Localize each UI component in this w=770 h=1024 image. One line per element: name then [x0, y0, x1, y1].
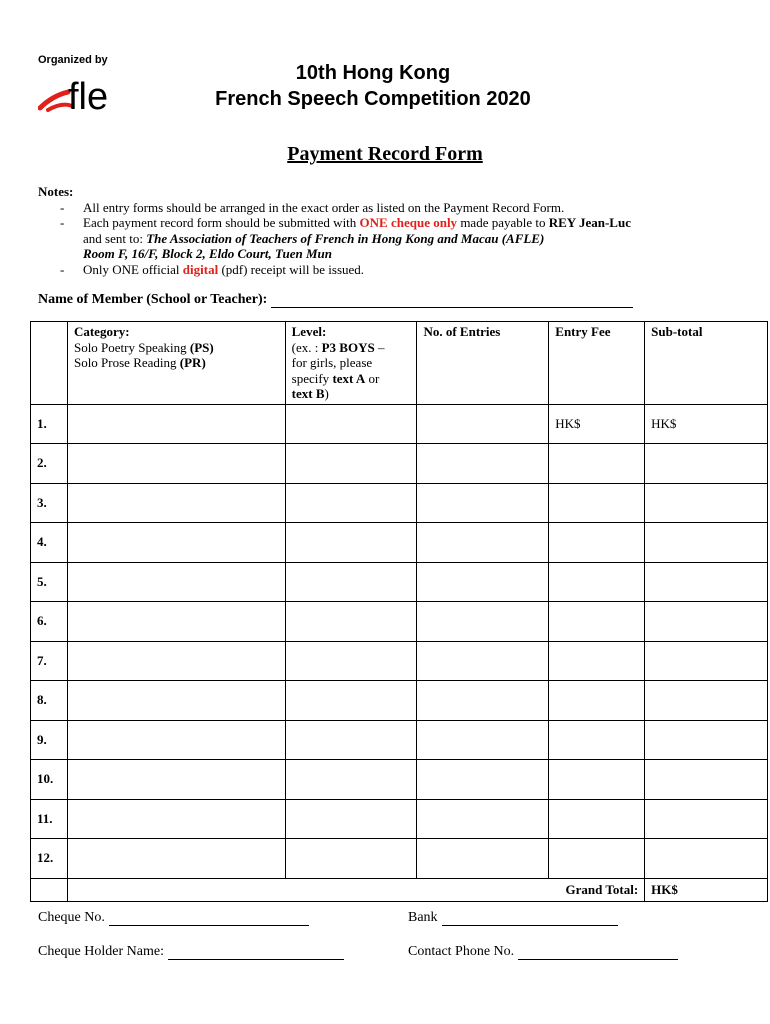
- note-2-text-b: made payable to: [457, 215, 549, 230]
- notes-label: Notes:: [38, 184, 74, 199]
- total-index-cell: [31, 878, 68, 901]
- row-number: 9.: [31, 720, 68, 760]
- subtotal-cell[interactable]: [645, 602, 768, 642]
- header-index-cell: [31, 322, 68, 405]
- note-item-2: - Each payment record form should be submitted with ONE cheque only made payable to REY Jean-Luc and sent to: The Association of Teachers of French in Hong Kong and Macau (AFLE) Room F, 16/F, Block 2, Eldo Court, Tuen Mun: [60, 215, 631, 261]
- subtotal-cell[interactable]: [645, 523, 768, 563]
- category-cell[interactable]: [67, 483, 285, 523]
- note-item-1: - All entry forms should be arranged in the exact order as listed on the Payment Record Form.: [60, 199, 565, 215]
- payment-table: [30, 321, 768, 902]
- entries-cell[interactable]: [417, 404, 549, 444]
- note-3-digital-highlight: digital: [182, 261, 219, 277]
- category-code-ps: (PS): [189, 339, 214, 355]
- row-number: 2.: [31, 444, 68, 484]
- category-cell[interactable]: [67, 720, 285, 760]
- entry-fee-cell[interactable]: [549, 760, 645, 800]
- organized-by-label: Organized by: [38, 54, 108, 66]
- table-row: [31, 444, 768, 484]
- note-2-address-1: The Association of Teachers of French in Hong Kong and Macau (AFLE): [146, 230, 545, 246]
- category-cell[interactable]: [67, 681, 285, 721]
- table-row: [31, 760, 768, 800]
- table-row: [31, 720, 768, 760]
- subtotal-cell[interactable]: [645, 444, 768, 484]
- entries-cell[interactable]: [417, 760, 549, 800]
- entries-cell[interactable]: [417, 641, 549, 681]
- table-header-row: [31, 322, 768, 405]
- subtotal-cell[interactable]: [645, 562, 768, 602]
- entry-fee-cell[interactable]: [549, 799, 645, 839]
- entry-fee-cell[interactable]: [549, 720, 645, 760]
- entries-cell[interactable]: [417, 681, 549, 721]
- level-header: [285, 322, 417, 405]
- category-cell[interactable]: [67, 523, 285, 563]
- category-cell[interactable]: [67, 404, 285, 444]
- entries-cell[interactable]: [417, 444, 549, 484]
- category-header: [67, 322, 285, 405]
- category-cell[interactable]: [67, 839, 285, 879]
- cheque-no-label: Cheque No.: [38, 910, 105, 925]
- subtotal-header: Sub-total: [645, 322, 768, 405]
- subtotal-cell[interactable]: [645, 681, 768, 721]
- level-cell[interactable]: [285, 404, 417, 444]
- subtotal-cell[interactable]: [645, 641, 768, 681]
- notes-section: [38, 184, 738, 277]
- row-number: 5.: [31, 562, 68, 602]
- contact-phone-line[interactable]: [518, 945, 678, 960]
- level-text-2: for girls, please: [291, 355, 373, 370]
- table-row: [31, 483, 768, 523]
- note-3-text-b: (pdf) receipt will be issued.: [218, 261, 365, 277]
- row-number: 8.: [31, 681, 68, 721]
- cheque-no-line[interactable]: [109, 911, 309, 926]
- title-line-1: 10th Hong Kong: [295, 62, 451, 84]
- member-name-field[interactable]: [38, 292, 633, 308]
- cheque-holder-label: Cheque Holder Name:: [38, 944, 164, 959]
- bank-field[interactable]: [408, 910, 618, 926]
- row-number: 12.: [31, 839, 68, 879]
- category-option-ps: Solo Poetry Speaking: [73, 339, 190, 355]
- level-text-1c: –: [374, 339, 385, 355]
- level-cell[interactable]: [285, 641, 417, 681]
- level-text-b: text B: [291, 386, 325, 401]
- note-2-cheque-highlight: ONE cheque only: [359, 215, 458, 230]
- entry-fee-cell[interactable]: [549, 839, 645, 879]
- title-line-2: French Speech Competition 2020: [215, 88, 531, 110]
- level-title: Level:: [291, 324, 327, 339]
- bank-label: Bank: [408, 910, 438, 925]
- level-cell[interactable]: [285, 602, 417, 642]
- level-cell[interactable]: [285, 681, 417, 721]
- entries-cell[interactable]: [417, 483, 549, 523]
- level-cell[interactable]: [285, 720, 417, 760]
- table-row: [31, 602, 768, 642]
- entry-fee-cell[interactable]: [549, 523, 645, 563]
- level-cell[interactable]: [285, 523, 417, 563]
- note-2-address-2: Room F, 16/F, Block 2, Eldo Court, Tuen Mun: [83, 246, 332, 261]
- table-row: [31, 681, 768, 721]
- note-2-text-c: and sent to:: [83, 230, 147, 246]
- level-example: P3 BOYS: [321, 339, 375, 355]
- note-2-payee: REY Jean-Luc: [548, 215, 631, 230]
- member-name-line[interactable]: [271, 293, 633, 308]
- category-cell[interactable]: [67, 799, 285, 839]
- grand-total-row: [31, 878, 768, 901]
- note-2-text: Each payment record form should be submitted with: [83, 215, 360, 230]
- row-number: 11.: [31, 799, 68, 839]
- subtotal-cell[interactable]: [645, 839, 768, 879]
- entries-cell[interactable]: [417, 799, 549, 839]
- row-number: 3.: [31, 483, 68, 523]
- category-title: Category:: [73, 324, 130, 339]
- subtotal-cell[interactable]: [645, 799, 768, 839]
- entries-cell[interactable]: [417, 523, 549, 563]
- level-text-1a: (ex. :: [291, 339, 322, 355]
- table-row: [31, 799, 768, 839]
- row-number: 4.: [31, 523, 68, 563]
- level-text-a: text A: [332, 370, 366, 386]
- note-item-3: - Only ONE official digital (pdf) receipt will be issued.: [60, 261, 365, 277]
- entries-cell[interactable]: [417, 562, 549, 602]
- note-3-text: Only ONE official: [83, 261, 183, 277]
- row-number: 7.: [31, 641, 68, 681]
- entry-fee-cell[interactable]: [549, 602, 645, 642]
- entry-fee-cell[interactable]: [549, 483, 645, 523]
- cheque-holder-field[interactable]: [38, 944, 344, 960]
- table-row: [31, 641, 768, 681]
- member-name-label: Name of Member (School or Teacher):: [38, 292, 268, 307]
- level-cell[interactable]: [285, 444, 417, 484]
- entry-fee-cell[interactable]: HK$: [549, 404, 645, 444]
- entry-fee-cell[interactable]: [549, 562, 645, 602]
- category-code-pr: (PR): [179, 355, 206, 370]
- cheque-no-field[interactable]: [38, 910, 309, 926]
- level-cell[interactable]: [285, 839, 417, 879]
- category-cell[interactable]: [67, 562, 285, 602]
- page-title: Payment Record Form: [287, 143, 483, 165]
- row-number: 10.: [31, 760, 68, 800]
- entries-header: No. of Entries: [417, 322, 549, 405]
- note-1-text: All entry forms should be arranged in the exact order as listed on the Payment Record Form.: [83, 199, 565, 215]
- entries-cell[interactable]: [417, 839, 549, 879]
- grand-total-value[interactable]: HK$: [645, 878, 768, 901]
- subtotal-cell[interactable]: HK$: [645, 404, 768, 444]
- contact-phone-label: Contact Phone No.: [408, 944, 515, 959]
- table-row: [31, 523, 768, 563]
- row-number: 1.: [31, 404, 68, 444]
- competition-title: [150, 60, 596, 112]
- bank-line[interactable]: [442, 911, 618, 926]
- entry-fee-cell[interactable]: [549, 681, 645, 721]
- category-cell[interactable]: [67, 641, 285, 681]
- level-text-3c: or: [365, 370, 380, 386]
- contact-phone-field[interactable]: [408, 944, 678, 960]
- level-cell[interactable]: [285, 483, 417, 523]
- grand-total-label: Grand Total:: [67, 878, 644, 901]
- cheque-holder-line[interactable]: [168, 945, 344, 960]
- category-cell[interactable]: [67, 760, 285, 800]
- table-row: [31, 562, 768, 602]
- afle-logo: [38, 72, 128, 116]
- row-number: 6.: [31, 602, 68, 642]
- subtotal-cell[interactable]: [645, 760, 768, 800]
- entry-fee-cell[interactable]: [549, 444, 645, 484]
- svg-text:fle: fle: [68, 76, 109, 116]
- level-text-4b: ): [324, 386, 329, 401]
- entry-fee-cell[interactable]: [549, 641, 645, 681]
- entries-cell[interactable]: [417, 602, 549, 642]
- entry-fee-header: Entry Fee: [549, 322, 645, 405]
- level-cell[interactable]: [285, 760, 417, 800]
- level-cell[interactable]: [285, 562, 417, 602]
- category-cell[interactable]: [67, 444, 285, 484]
- table-row: [31, 839, 768, 879]
- level-text-3a: specify: [291, 370, 333, 386]
- category-option-pr: Solo Prose Reading: [73, 355, 180, 370]
- level-cell[interactable]: [285, 799, 417, 839]
- subtotal-cell[interactable]: [645, 483, 768, 523]
- table-row: [31, 404, 768, 444]
- subtotal-cell[interactable]: [645, 720, 768, 760]
- category-cell[interactable]: [67, 602, 285, 642]
- entries-cell[interactable]: [417, 720, 549, 760]
